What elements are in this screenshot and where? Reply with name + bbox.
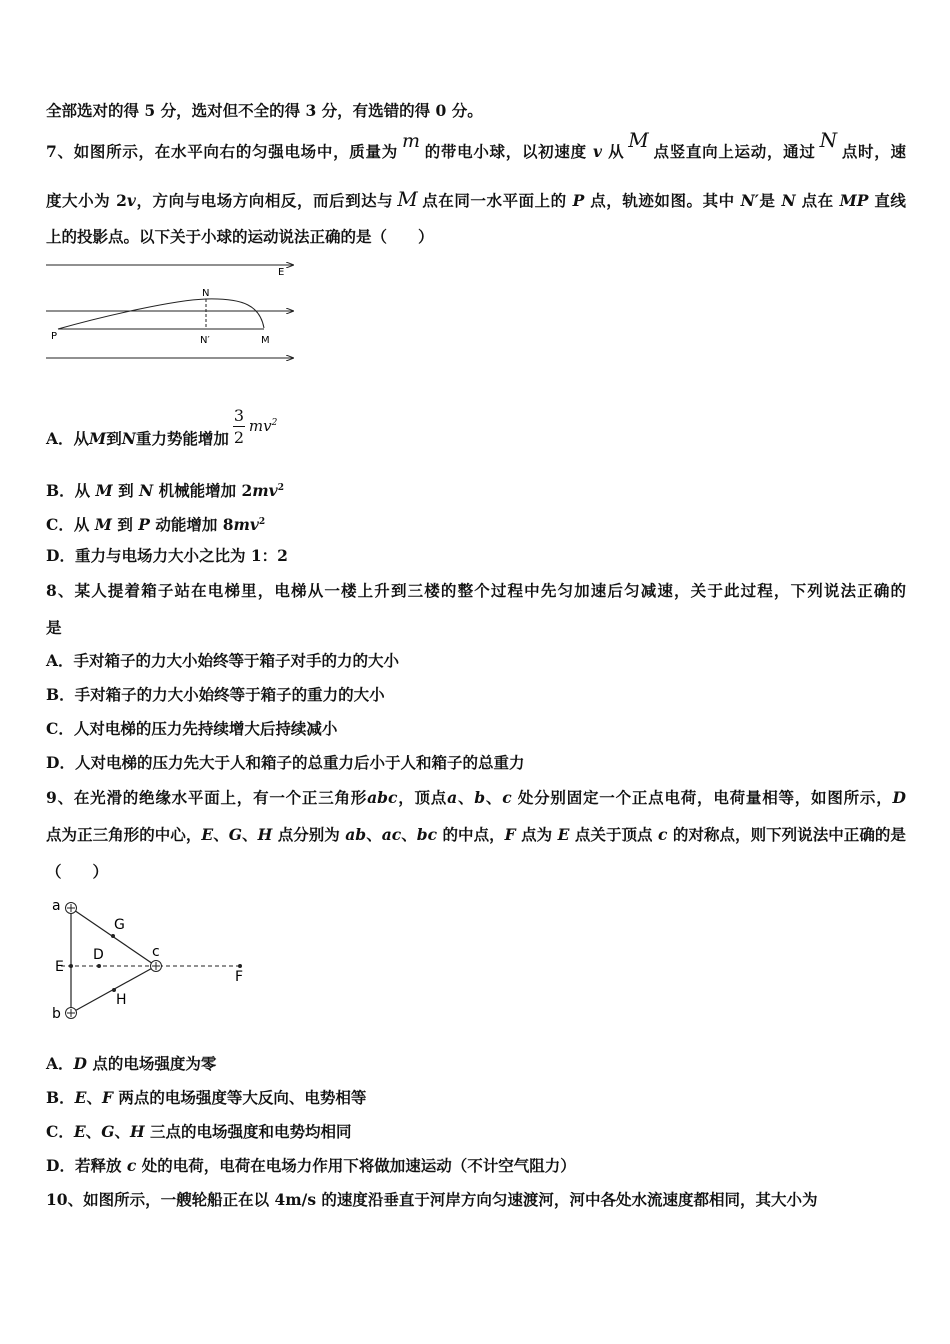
charge-c [151,961,162,972]
q9-option-d: D．若释放 c 处的电荷，电荷在电场力作用下将做加速运动（不计空气阻力） [46,1156,576,1175]
q8-option-c: C．人对电梯的压力先持续增大后持续减小 [46,719,338,738]
q7-stem-line-3: 上的投影点。以下关于小球的运动说法正确的是（ ） [46,227,434,246]
q7-option-d: D．重力与电场力大小之比为 1：2 [46,546,288,565]
label-e: E [55,959,64,975]
q9-option-a: A．D 点的电场强度为零 [46,1054,217,1073]
label-f: F [235,969,244,985]
label-n: N [202,288,210,299]
q9-stem-line-2: 点为正三角形的中心，E、G、H 点分别为 ab、ac、bc 的中点，F 点为 E 点关于顶点 c 的对称点，则下列说法中正确的是 [46,825,906,844]
label-c: c [152,944,160,960]
label-d: D [93,947,104,963]
q8-stem-line-1: 8、某人提着箱子站在电梯里，电梯从一楼上升到三楼的整个过程中先匀加速后匀减速，关于此过程，下列说法正确的 [46,581,906,600]
q9-triangle-charges-figure [46,893,252,1027]
point-d [97,964,101,968]
three-halves-fraction: $\frac{3}{2}$ [233,406,244,447]
point-g [111,934,115,938]
q8-option-a: A．手对箱子的力大小始终等于箱子对手的力的大小 [46,651,400,670]
label-h: H [116,992,127,1008]
q7-field-trajectory-figure [44,256,300,366]
point-f [238,964,242,968]
label-n-prime: N′ [200,335,210,346]
label-p: P [51,331,58,342]
q7-stem-line-1: 7、如图所示，在水平向右的匀强电场中，质量为 m 的带电小球，以初速度 v 从 M 点竖直向上运动，通过 N 点时，速 [46,128,906,161]
label-g: G [114,917,125,933]
point-m-symbol: M [628,128,649,152]
q8-option-b: B．手对箱子的力大小始终等于箱子的重力的大小 [46,685,385,704]
q8-stem-line-2: 是 [46,618,62,637]
q7-option-a: A．从 M 到 N 重力势能增加 $\frac{3}{2}$ $mv^2$ [46,406,278,448]
q9-option-b: B．E、F 两点的电场强度等大反向、电势相等 [46,1088,367,1107]
q7-stem-line-2: 度大小为 2v，方向与电场方向相反，而后到达与 M 点在同一水平面上的 P 点，轨迹如图。其中 N′是 N 点在 MP 直线 [46,187,906,211]
mass-symbol: m [401,130,420,152]
charge-a [66,903,77,914]
q10-stem-line-1: 10、如图所示，一艘轮船正在以 4m/s 的速度沿垂直于河岸方向匀速渡河，河中各处水流速度都相同，其大小为 [46,1190,818,1209]
q9-stem-line-3: （ ） [46,862,109,881]
point-n-symbol: N [819,128,838,152]
point-e [69,964,73,968]
charge-b [66,1008,77,1019]
label-m: M [261,335,270,346]
q7-option-c: C．从 M 到 P 动能增加 $8mv^2$ [46,515,266,535]
trajectory-curve [58,299,264,329]
q7-option-b: B．从 M 到 N 机械能增加 $2mv^2$ [46,481,284,501]
q9-stem-line-1: 9、在光滑的绝缘水平面上，有一个正三角形abc，顶点a、b、c 处分别固定一个正点电荷，电荷量相等，如图所示，D [46,788,906,807]
point-m-symbol: M [397,187,418,211]
q9-option-c: C．E、G、H 三点的电场强度和电势均相同 [46,1122,352,1141]
instructions-line: 全部选对的得 5 分，选对但不全的得 3 分，有选错的得 0 分。 [46,101,483,120]
label-a: a [52,898,61,914]
label-b: b [52,1006,61,1022]
q8-option-d: D．人对电梯的压力先大于人和箱子的总重力后小于人和箱子的总重力 [46,753,525,772]
label-e: E [278,267,285,278]
